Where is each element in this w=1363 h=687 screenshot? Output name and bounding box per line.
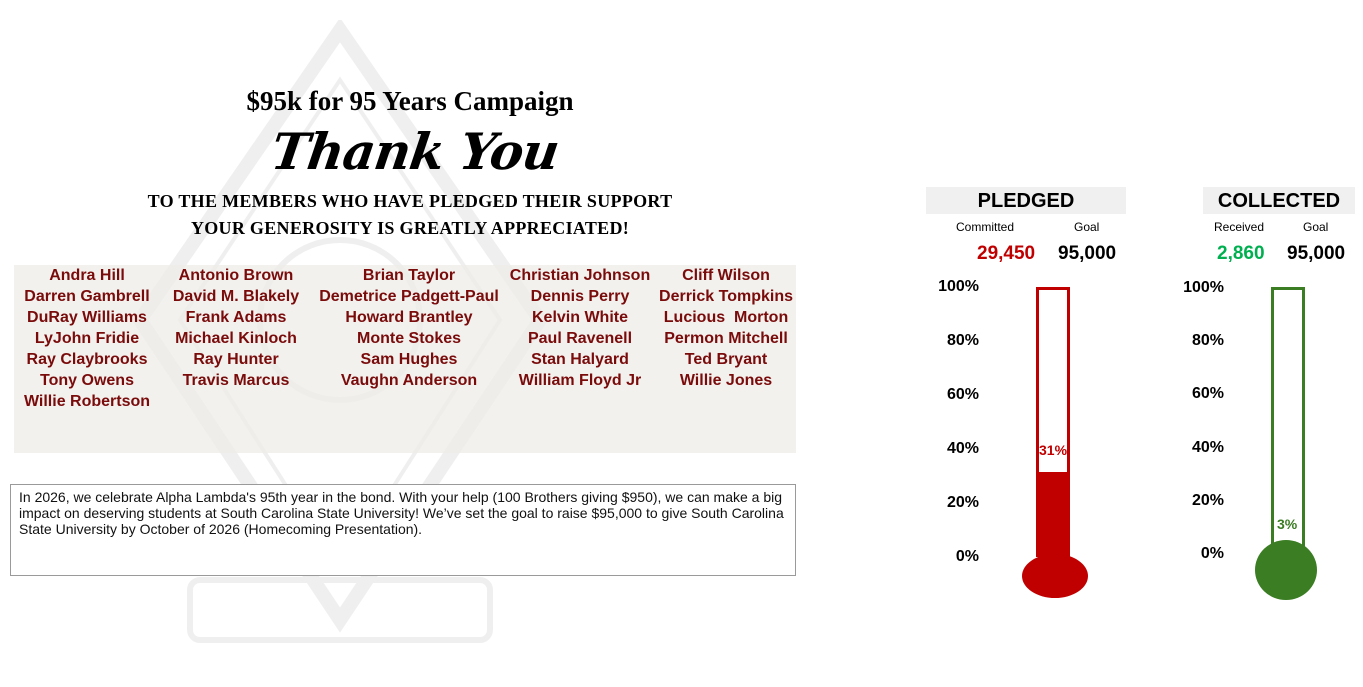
collected-axis-tick: 20% (1191, 492, 1224, 509)
campaign-title: $95k for 95 Years Campaign (246, 86, 574, 116)
member-name: Darren Gambrell (24, 288, 150, 305)
member-name: Paul Ravenell (527, 330, 633, 347)
subtitle-line-2: YOUR GENEROSITY IS GREATLY APPRECIATED! (190, 218, 630, 238)
pledged-axis-tick: 100% (938, 278, 979, 295)
member-name: Andra Hill (49, 267, 125, 284)
received-value: 2,860 (1217, 243, 1265, 264)
pledged-goal-value: 95,000 (1058, 243, 1117, 264)
pledged-axis-tick: 20% (946, 494, 979, 511)
pledged-axis-tick: 80% (946, 332, 979, 349)
pledged-axis-tick: 40% (946, 440, 979, 457)
member-name: Vaughn Anderson (340, 372, 478, 389)
member-name: DuRay Williams (27, 309, 147, 326)
member-name: Ray Claybrooks (26, 351, 148, 368)
member-name: Stan Halyard (531, 351, 629, 368)
pledged-thermometer-fill (1039, 472, 1067, 554)
member-name: Brian Taylor (362, 267, 456, 284)
member-name: Willie Robertson (23, 393, 151, 410)
committed-value: 29,450 (977, 243, 1036, 264)
collected-axis-tick: 60% (1191, 385, 1224, 402)
collected-axis-tick: 40% (1191, 439, 1224, 456)
member-name: Sam Hughes (360, 351, 458, 368)
member-name: Tony Owens (40, 372, 134, 389)
collected-percent-label: 3% (1277, 516, 1298, 532)
collected-axis-tick: 80% (1191, 332, 1224, 349)
campaign-description: In 2026, we celebrate Alpha Lambda's 95th year in the bond. With your help (100 Brothers giving $950), we can make a big impact on deserving students at South Carolina State University! We’ve set the goal to raise $95,000 to give South Carolina State University by October of 2026 (Homecoming Presentation). (10, 484, 796, 576)
thank-you-heading: Thank You (267, 122, 563, 181)
member-name: Travis Marcus (182, 372, 290, 389)
member-name: Christian Johnson (509, 267, 651, 284)
member-name: Lucious Morton (663, 309, 789, 326)
member-name: Willie Jones (679, 372, 773, 389)
member-name: Antonio Brown (178, 267, 294, 284)
pledged-percent-label: 31% (1039, 442, 1068, 458)
member-name: Frank Adams (185, 309, 287, 326)
pledged-thermometer-bulb (1022, 554, 1088, 598)
member-name: Permon Mitchell (664, 330, 788, 347)
pledged-heading: PLEDGED (926, 187, 1126, 214)
collected-goal-label: Goal (1303, 220, 1329, 234)
collected-heading: COLLECTED (1203, 187, 1355, 214)
collected-axis-tick: 100% (1183, 279, 1224, 296)
member-name: Michael Kinloch (175, 330, 297, 347)
member-name: LyJohn Fridie (34, 330, 140, 347)
committed-label: Committed (956, 220, 1015, 234)
member-name: David M. Blakely (172, 288, 300, 305)
member-name: Derrick Tompkins (659, 288, 793, 305)
member-name: Monte Stokes (356, 330, 462, 347)
member-name: William Floyd Jr (518, 372, 642, 389)
collected-thermometer-bulb (1255, 540, 1317, 600)
collected-goal-value: 95,000 (1287, 243, 1346, 264)
pledged-thermometer-tube (1036, 287, 1070, 557)
subtitle-line-1: TO THE MEMBERS WHO HAVE PLEDGED THEIR SUPPORT (147, 191, 673, 211)
pledged-goal-label: Goal (1074, 220, 1100, 234)
received-label: Received (1214, 220, 1265, 234)
member-name: Ray Hunter (193, 351, 279, 368)
pledged-axis-tick: 0% (955, 548, 979, 565)
member-name: Kelvin White (531, 309, 629, 326)
member-names-panel (14, 265, 796, 453)
member-name: Howard Brantley (345, 309, 473, 326)
collected-axis-tick: 0% (1200, 545, 1224, 562)
member-name: Ted Bryant (684, 351, 768, 368)
member-name: Cliff Wilson (682, 267, 770, 284)
pledged-axis-tick: 60% (946, 386, 979, 403)
member-name: Dennis Perry (530, 288, 630, 305)
member-name: Demetrice Padgett-Paul (319, 288, 499, 305)
